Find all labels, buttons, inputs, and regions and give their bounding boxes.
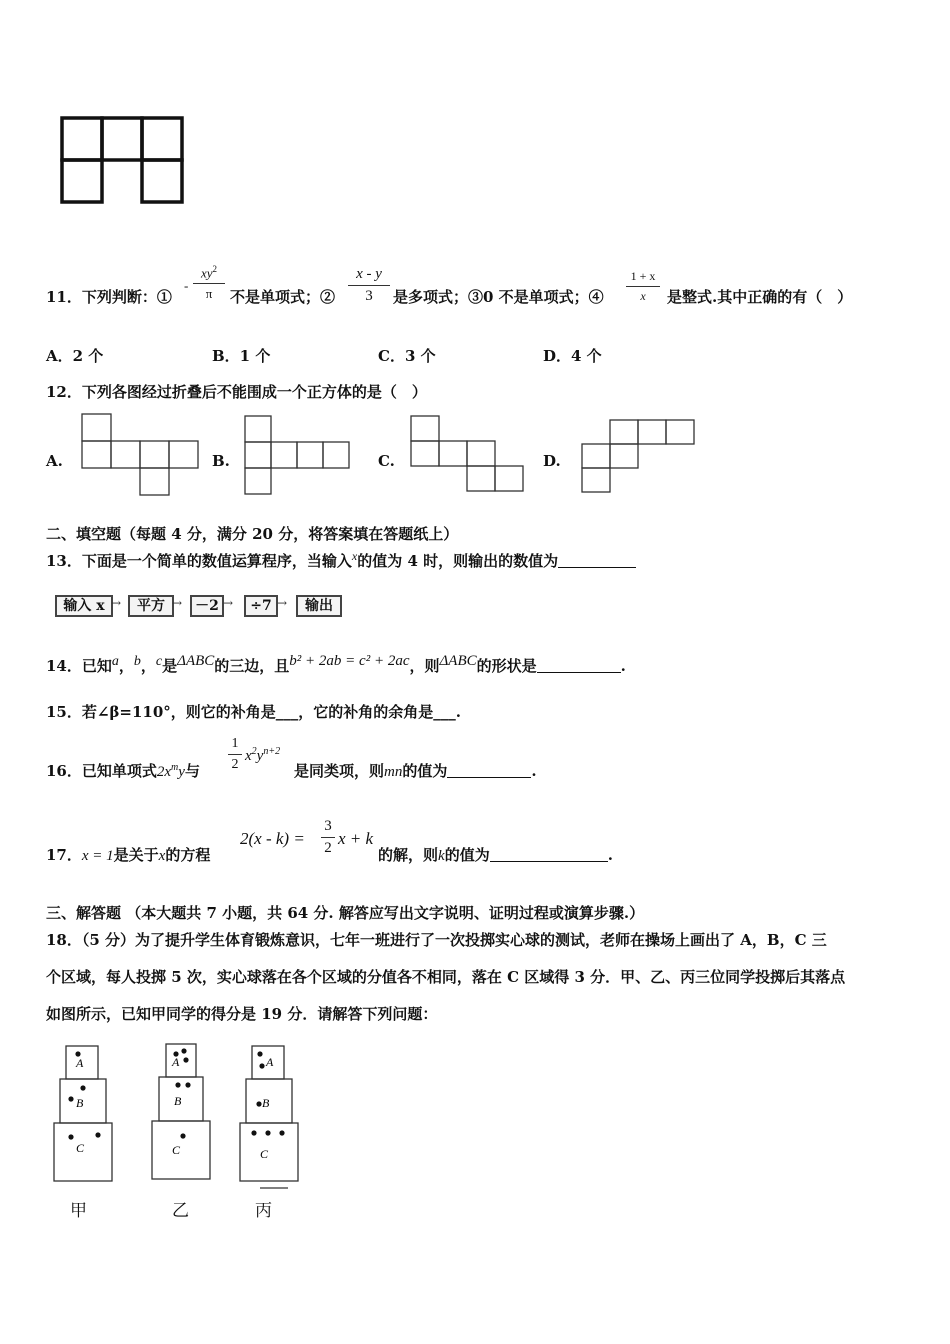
q13-stem-a: 13．下面是一个简单的数值运算程序，当输入 (46, 552, 352, 570)
q17-end (378, 844, 613, 865)
figure-bing-label-b: B (262, 1096, 270, 1110)
figure-yi-caption: 乙 (172, 1201, 189, 1221)
flow-arrow-icon: → (223, 596, 234, 610)
section2-title: 二、填空题（每题 4 分，满分 20 分，将答案填在答题纸上） (46, 525, 459, 543)
q17-rhs: x + k (338, 829, 374, 848)
q14-t1: 14．已知 (46, 657, 112, 675)
q16-frac-num: 1 (231, 736, 239, 751)
q16-mono2-x: x (245, 748, 252, 764)
q14-sep2: ， (140, 657, 156, 675)
q14-sep1: ， (118, 657, 134, 675)
figure-yi-label-b: B (174, 1094, 182, 1108)
q11 (46, 286, 172, 307)
flow-minus-2: －2 (190, 595, 224, 617)
top-squares-figure (58, 114, 188, 206)
q12-stem: 12．下列各图经过折叠后不能围成一个正方体的是（ ） (46, 383, 427, 401)
q15: 15．若∠β=110°，则它的补角是___，它的补角的余角是___. (46, 703, 462, 721)
q16-fraction (228, 736, 242, 773)
q16-answer-blank[interactable] (447, 763, 531, 778)
q11-item2-fraction (348, 266, 390, 305)
q11-option-c[interactable]: C．3 个 (378, 347, 436, 365)
q17-t4: 的值为 (444, 846, 490, 864)
q16-mono1-exp: m (171, 762, 179, 773)
q14-t4: ，则 (409, 657, 440, 675)
flow-arrow-icon: → (111, 596, 122, 610)
q16-frac-den: 2 (231, 757, 239, 772)
q11-option-d[interactable]: D．4 个 (543, 347, 602, 365)
q17-t1: 是关于 (113, 846, 159, 864)
flow-arrow-icon: → (172, 596, 183, 610)
q16-end (294, 760, 537, 781)
q11-item2-den: 3 (365, 288, 373, 304)
figure-yi-label-a: A (172, 1055, 180, 1069)
q16-mono2-exp: 2 (251, 746, 257, 757)
q16-t1: 16．已知单项式 (46, 762, 157, 780)
q11-item1-sign: - (184, 278, 189, 293)
q14-a: a (111, 654, 119, 669)
q14-triangle: ΔABC (177, 653, 215, 669)
q14-b: b (133, 654, 141, 669)
q16-t4: 的值为 (402, 762, 448, 780)
q12-net-a[interactable] (80, 412, 200, 496)
q17-t3: 的解，则 (378, 846, 439, 864)
q11-item1-fraction (193, 264, 225, 302)
q11-option-b[interactable]: B．1 个 (212, 347, 271, 365)
q16-mono2 (245, 746, 280, 765)
q14-answer-blank[interactable] (537, 658, 621, 673)
q11-item1-text: 不是单项式；② (230, 288, 336, 306)
q17-t0: 17． (46, 846, 82, 864)
q17-start (46, 844, 210, 865)
q12-label-d[interactable]: D. (543, 452, 561, 470)
figure-jia-label-c: C (76, 1141, 85, 1155)
q18-line3: 如图所示，已知甲同学的得分是 19 分．请解答下列问题： (46, 1005, 438, 1023)
figure-bing-label-a: A (266, 1055, 274, 1069)
q16-mono1-y: y (178, 764, 185, 780)
flow-arrow-icon: → (277, 596, 288, 610)
figure-jia-label-a: A (76, 1056, 84, 1070)
section3-title: 三、解答题 （本大题共 7 小题，共 64 分. 解答应写出文字说明、证明过程或演算步骤.） (46, 904, 645, 922)
q16-mono2-y: y (256, 748, 264, 764)
q11-item1-exp: 2 (212, 264, 218, 274)
q12-label-c[interactable]: C. (378, 452, 395, 470)
q17-end-dot: . (607, 846, 613, 864)
q11-item1-den: π (205, 286, 213, 302)
flow-output: 输出 (296, 595, 342, 617)
q11-item1-num: xy (200, 265, 213, 281)
q14-t5: 的形状是 (476, 657, 537, 675)
flow-square: 平方 (128, 595, 174, 617)
figure-jia (52, 1044, 114, 1184)
q14-equation: b² + 2ab = c² + 2ac (289, 653, 410, 669)
q14-t2: 是 (162, 657, 178, 675)
q13 (46, 549, 636, 571)
figure-jia-caption: 甲 (70, 1201, 87, 1221)
q16-mono2-yexp: n+2 (263, 746, 281, 757)
q11-item2-num: x - y (356, 266, 382, 282)
q14-c: c (155, 654, 163, 669)
q12-net-b[interactable] (242, 414, 352, 496)
q16-t2: 与 (184, 762, 200, 780)
q17-x: x (158, 848, 166, 864)
figure-yi-label-c: C (172, 1143, 181, 1157)
q17-k: k (438, 848, 445, 864)
q12-net-d[interactable] (580, 418, 700, 496)
q12-label-b[interactable]: B. (212, 452, 230, 470)
q17-answer-blank[interactable] (490, 847, 608, 862)
q11-item2-text: 是多项式；③0 不是单项式；④ (393, 288, 604, 306)
q17-t2: 的方程 (165, 846, 211, 864)
figure-bing (238, 1044, 302, 1190)
q14 (46, 653, 626, 676)
q17-eq1: x = 1 (81, 848, 114, 864)
q18-line1: 18．（5 分）为了提升学生体育锻炼意识，七年一班进行了一次投掷实心球的测试，老师在操场上画出了 A，B，C 三 (46, 931, 827, 949)
q17-lhs: 2(x - k) = (240, 829, 305, 848)
figure-bing-label-c: C (260, 1147, 269, 1161)
q14-t3: 的三边，且 (214, 657, 290, 675)
q11-item4-num: 1 + x (630, 269, 656, 283)
q14-end: . (620, 657, 626, 675)
figure-jia-label-b: B (76, 1096, 84, 1110)
q18-line2: 个区域，每人投掷 5 次，实心球落在各个区域的分值各不相同，落在 C 区域得 3 分．甲、乙、丙三位同学投掷后其落点 (46, 968, 846, 986)
q16-start (46, 760, 200, 781)
q17-frac-num: 3 (324, 818, 332, 834)
q13-stem-b: 的值为 4 时，则输出的数值为 (357, 552, 559, 570)
figure-yi (150, 1042, 214, 1182)
flow-input: 输入 x (55, 595, 113, 617)
q16-mono1: 2x (156, 764, 172, 780)
q16-t3: 是同类项，则 (294, 762, 385, 780)
q14-triangle-2: ΔABC (439, 653, 477, 669)
q17-fraction (321, 818, 335, 857)
q11-option-a[interactable]: A．2 个 (46, 347, 104, 365)
q17-frac-den: 2 (324, 840, 332, 856)
q16-end-dot: . (531, 762, 537, 780)
figure-bing-caption: 丙 (255, 1201, 272, 1221)
flow-divide-7: ÷7 (244, 595, 278, 617)
q12-label-a[interactable]: A. (46, 452, 63, 470)
q16-mn: mn (384, 764, 403, 780)
q13-var: x (351, 549, 358, 563)
q12-net-c[interactable] (409, 414, 529, 496)
q11-prefix: 11．下列判断：① (46, 288, 172, 306)
q11-item4-den: x (640, 289, 646, 303)
q13-answer-blank[interactable] (558, 553, 636, 568)
q11-item4-fraction (626, 269, 660, 304)
q11-item4-text: 是整式.其中正确的有（ ） (667, 288, 853, 306)
